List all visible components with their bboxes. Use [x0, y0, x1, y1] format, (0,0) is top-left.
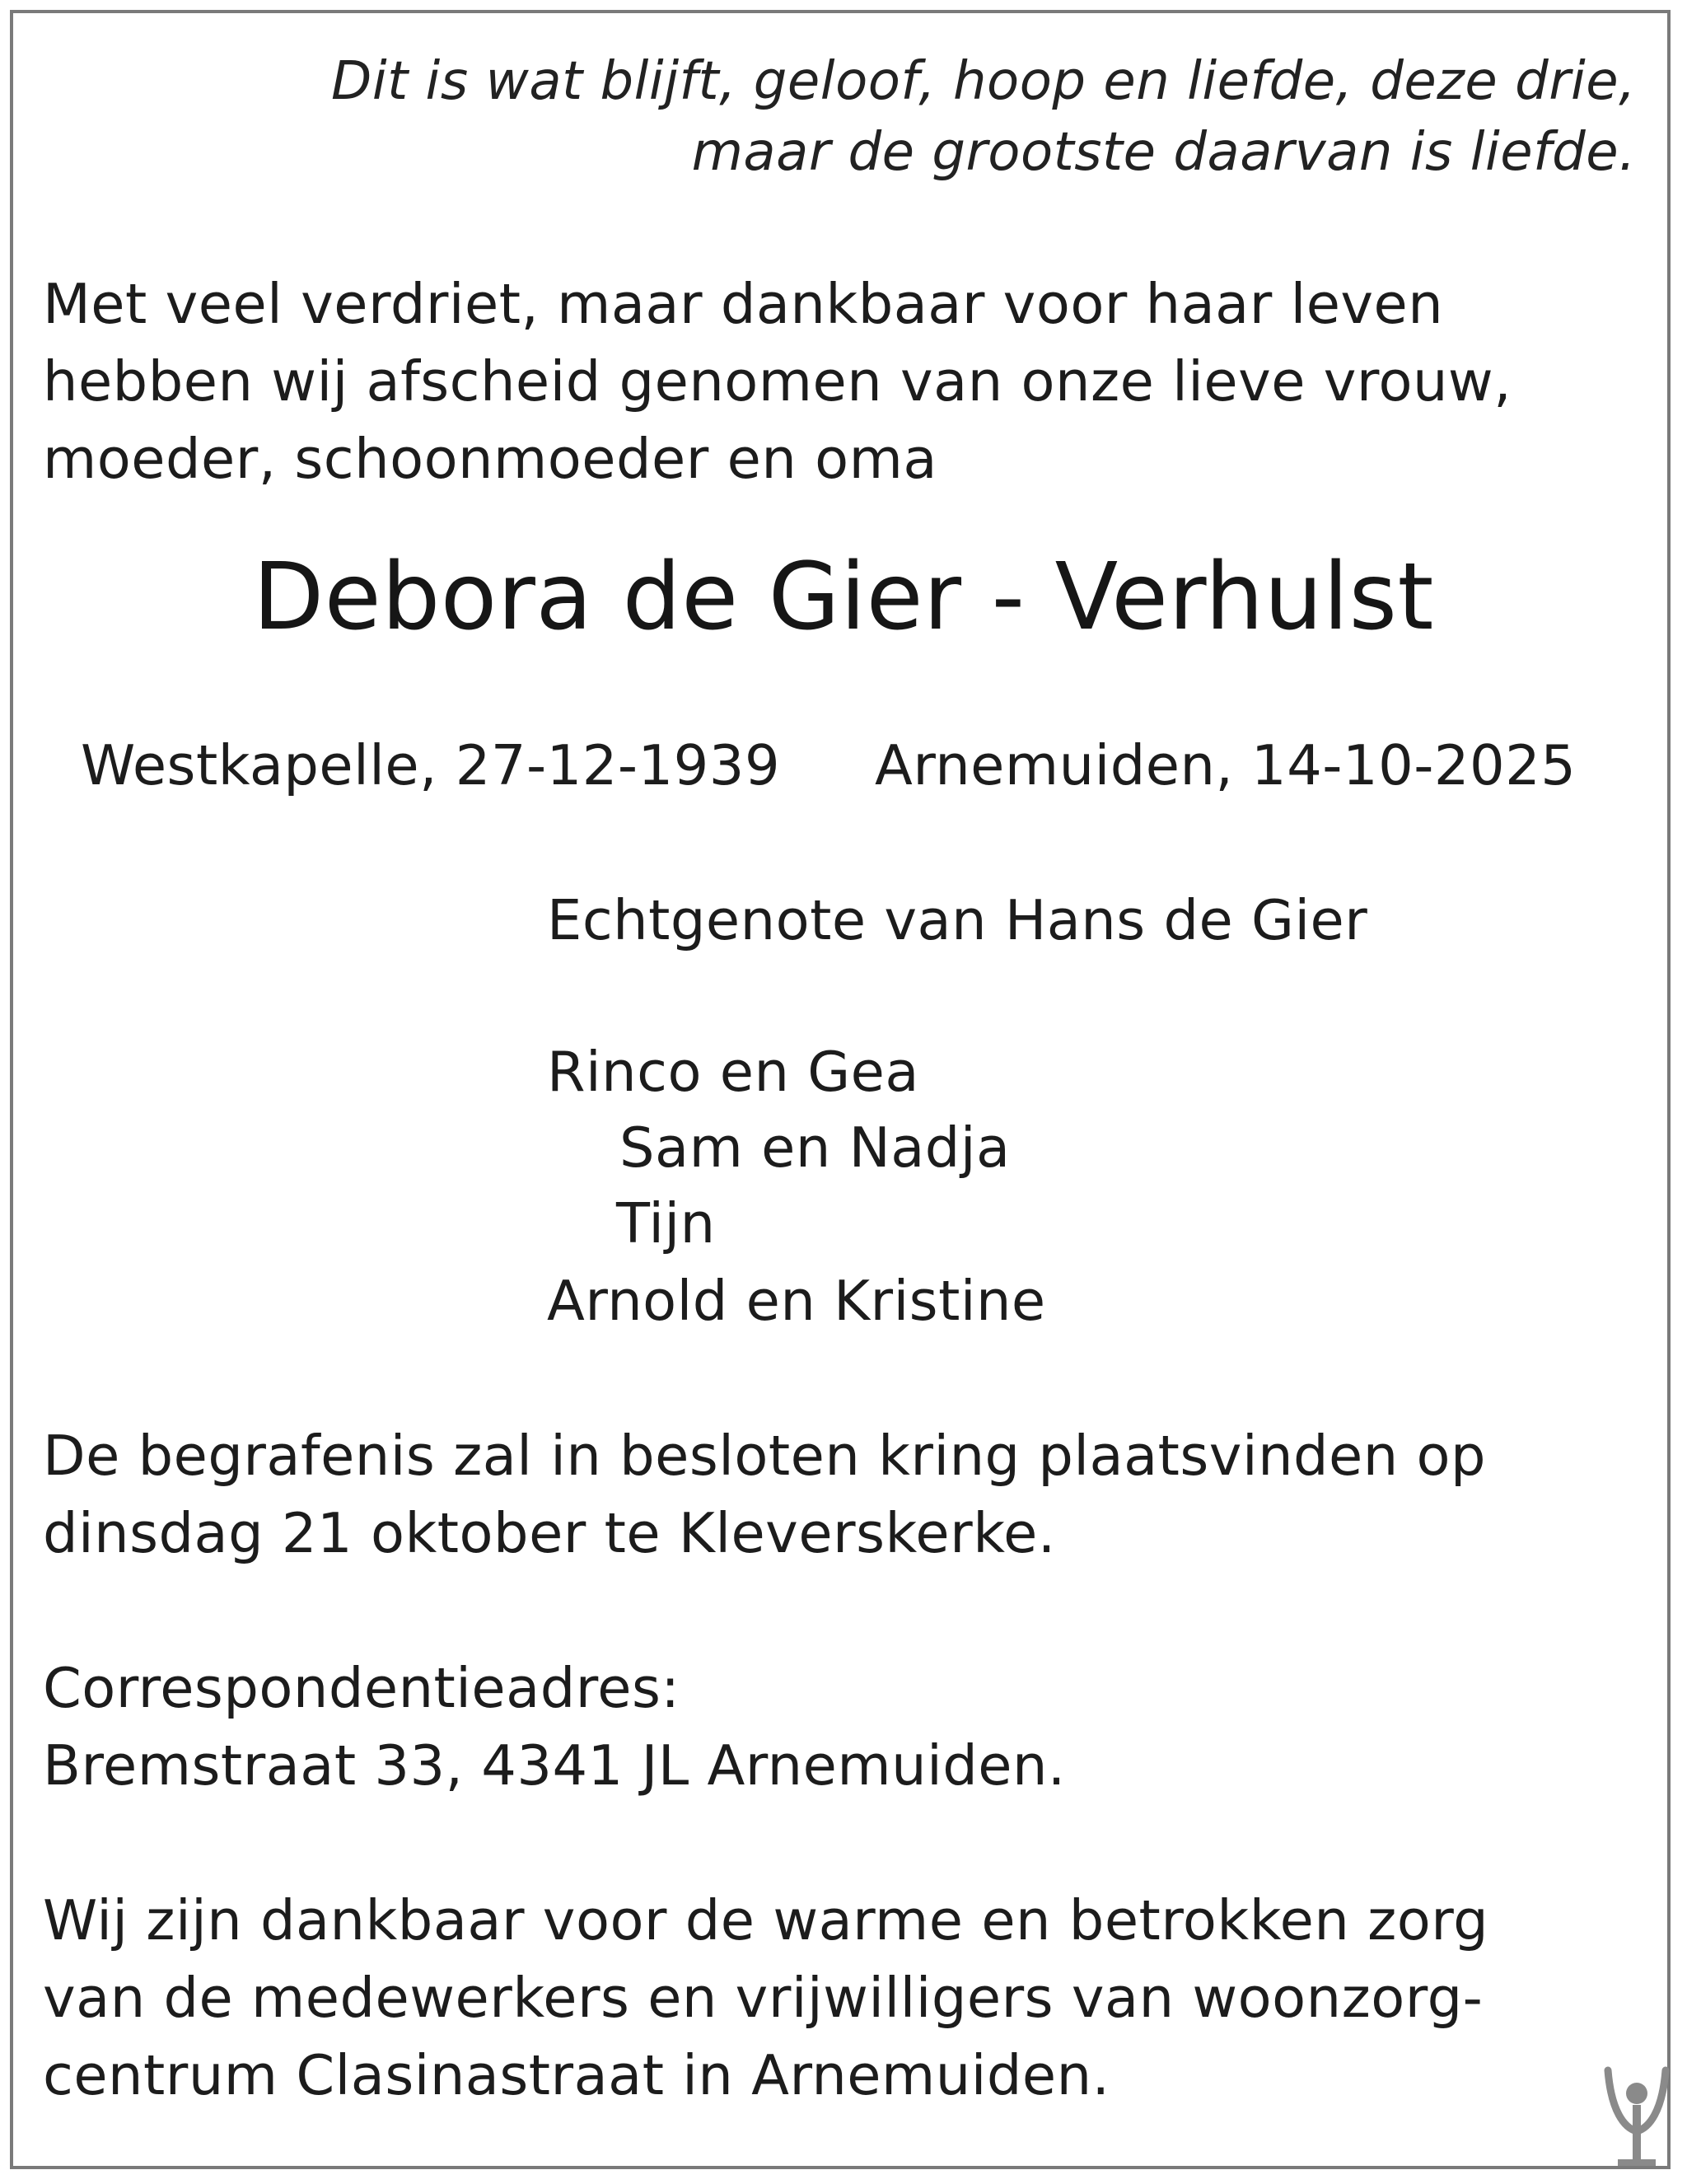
family-member-4: Arnold en Kristine: [547, 1269, 1046, 1333]
deceased-name: Debora de Gier - Verhulst: [253, 544, 1434, 651]
intro-line-2: hebben wij afscheid genomen van onze lieve vrouw,: [43, 349, 1512, 414]
thanks-line-2: van de medewerkers en vrijwilligers van woonzorg-: [43, 1966, 1484, 2030]
spouse-line: Echtgenote van Hans de Gier: [547, 888, 1368, 952]
family-member-3: Tijn: [616, 1191, 716, 1256]
thanks-line-3: centrum Clasinastraat in Arnemuiden.: [43, 2043, 1110, 2107]
birth-place-date: Westkapelle, 27-12-1939: [81, 733, 781, 797]
funeral-line-1: De begrafenis zal in besloten kring plaatsvinden op: [43, 1424, 1487, 1488]
correspondence-label: Correspondentieadres:: [43, 1656, 680, 1720]
quote-line-1: Dit is wat blijft, geloof, hoop en liefde, deze drie,: [331, 51, 1636, 112]
memorial-figure-icon: [1600, 2046, 1674, 2169]
intro-line-1: Met veel verdriet, maar dankbaar voor haar leven: [43, 272, 1444, 336]
family-member-2: Sam en Nadja: [619, 1115, 1011, 1180]
funeral-line-2: dinsdag 21 oktober te Kleverskerke.: [43, 1501, 1056, 1565]
thanks-line-1: Wij zijn dankbaar voor de warme en betrokken zorg: [43, 1888, 1489, 1953]
quote-line-2: maar de grootste daarvan is liefde.: [691, 122, 1636, 183]
correspondence-address: Bremstraat 33, 4341 JL Arnemuiden.: [43, 1733, 1066, 1798]
intro-line-3: moeder, schoonmoeder en oma: [43, 427, 937, 491]
death-place-date: Arnemuiden, 14-10-2025: [875, 733, 1577, 797]
family-member-1: Rinco en Gea: [547, 1040, 919, 1104]
